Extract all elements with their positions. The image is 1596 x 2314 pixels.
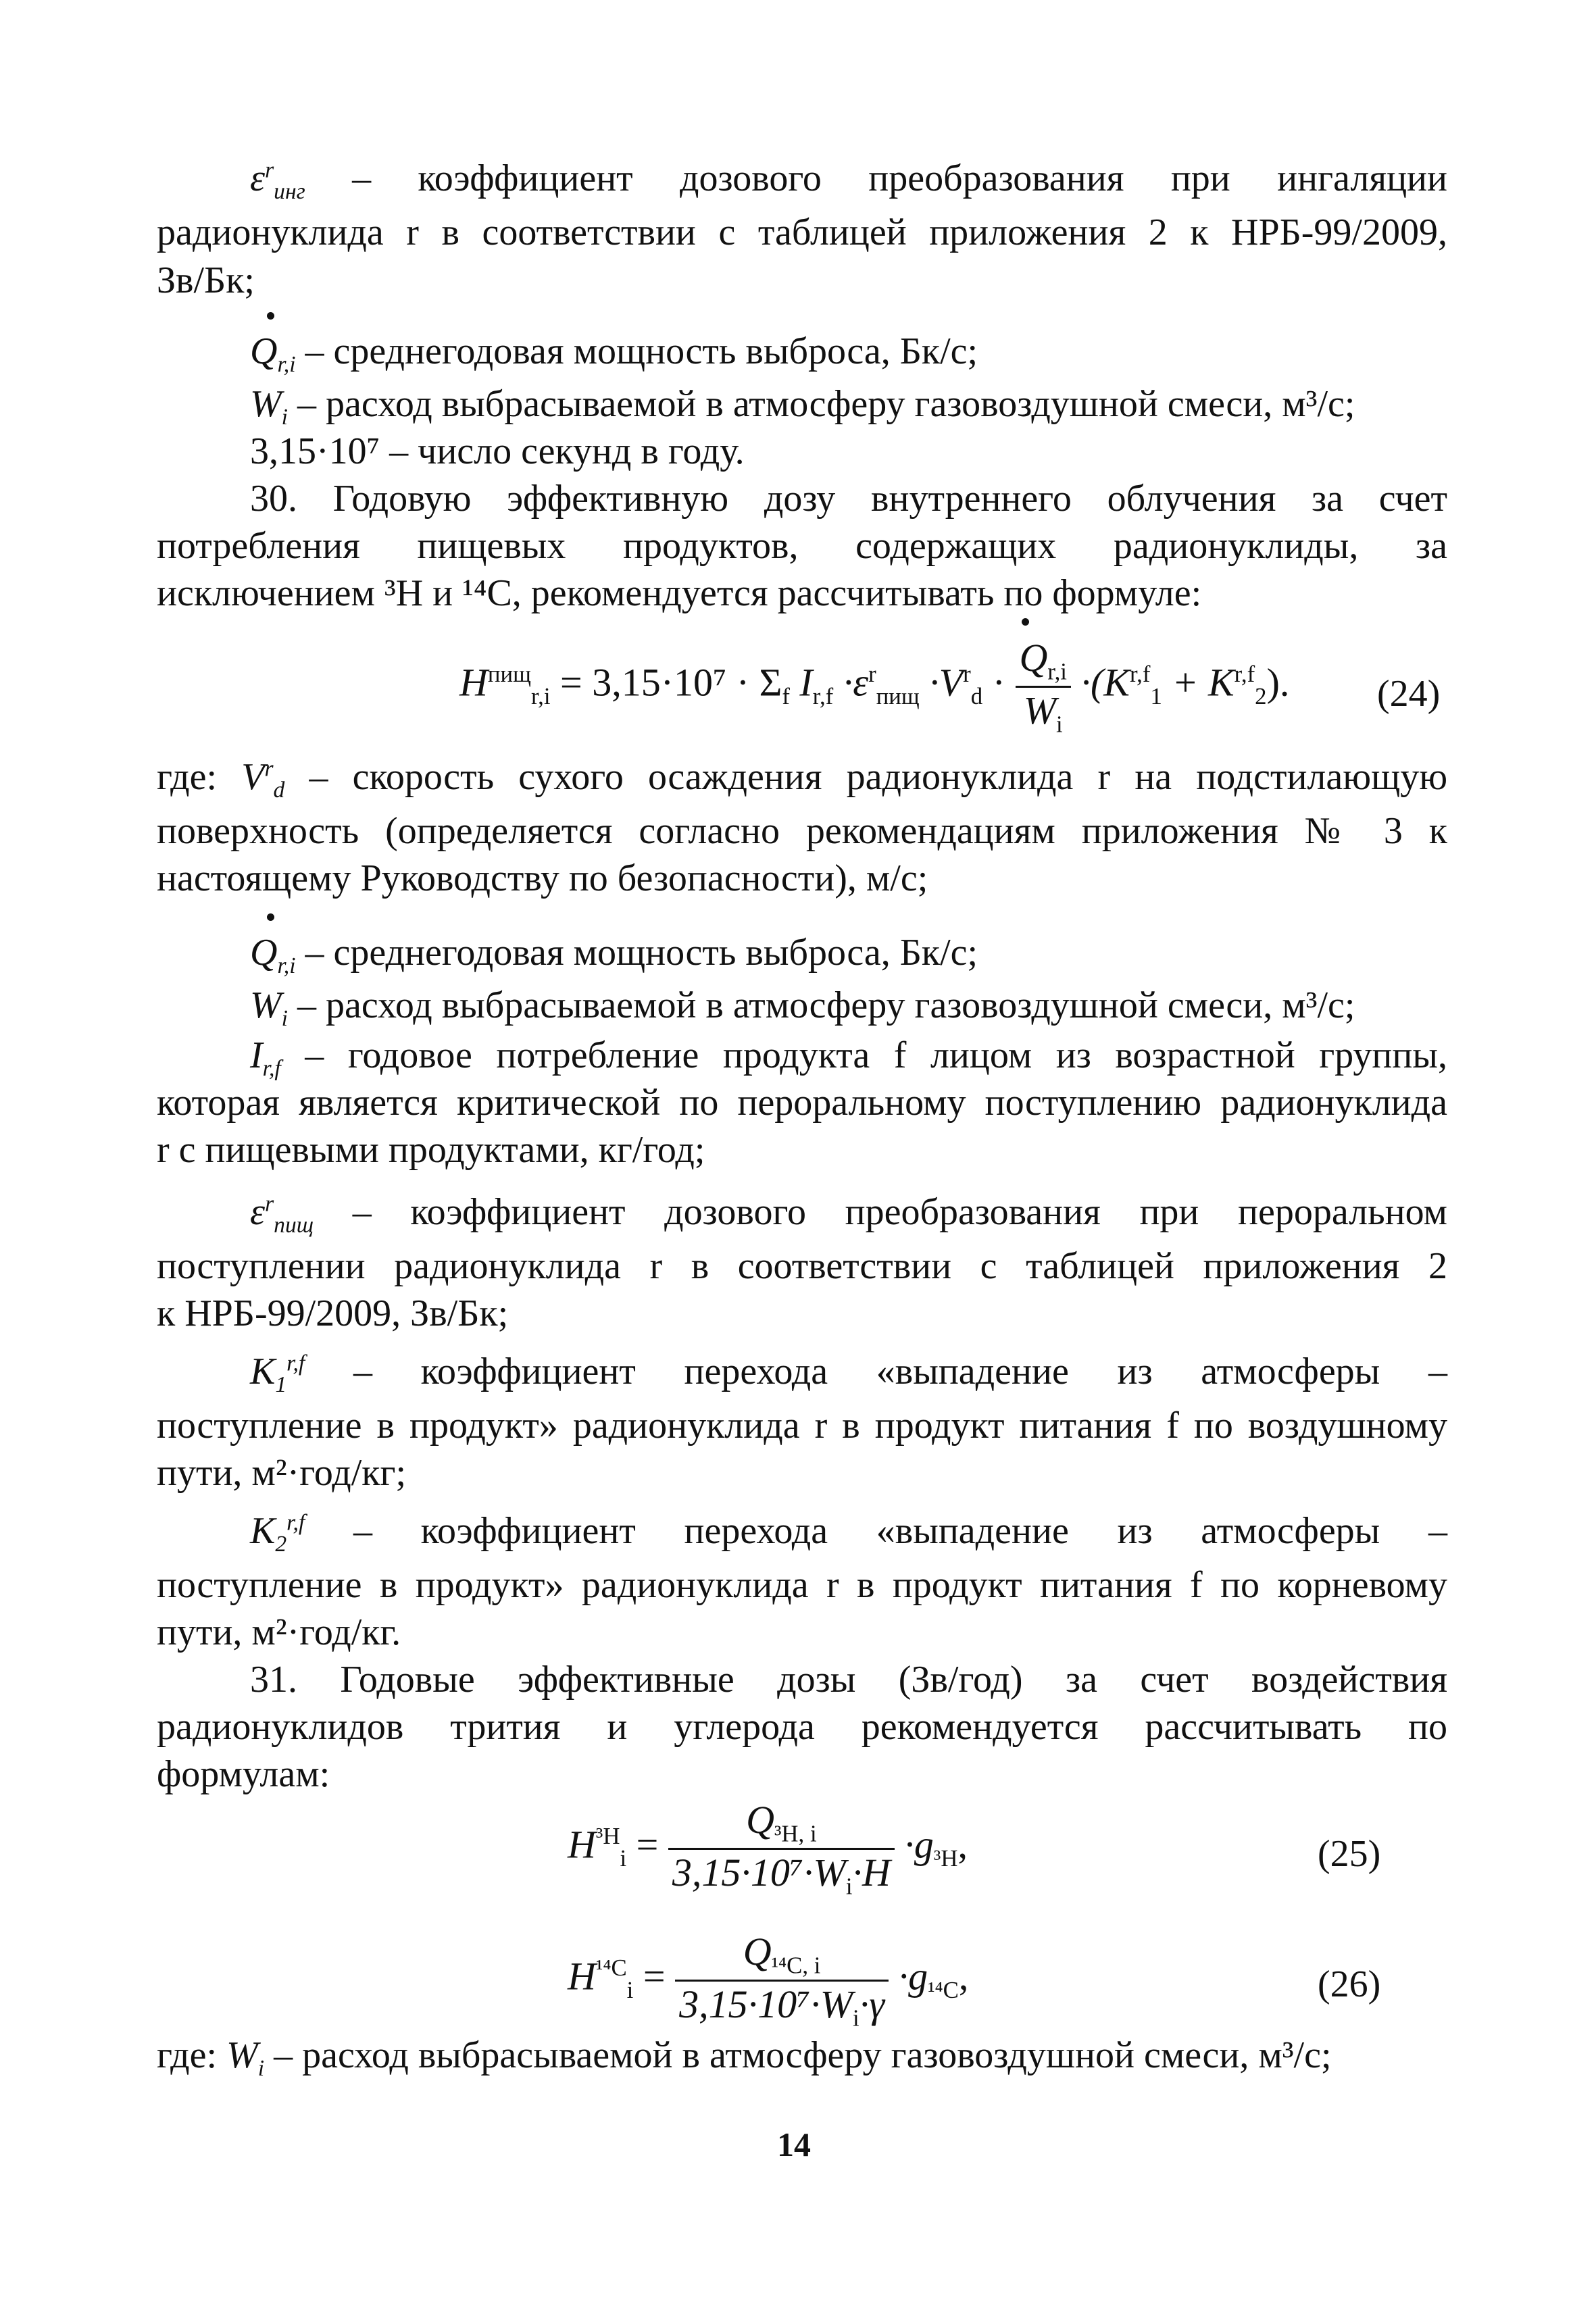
- text-line: 31. Годовые эффективные дозы (Зв/год) за счет воздействия: [250, 1659, 1447, 1701]
- symbol: $W_i$: [250, 984, 288, 1032]
- line-text: – коэффициент перехода «выпадение из атмосферы –: [353, 1351, 1447, 1392]
- text-line: к НРБ-99/2009, Зв/Бк;: [157, 1292, 509, 1334]
- text-line: [250, 1034, 1447, 1082]
- text-line: радионуклидов трития и углерода рекомендуется рассчитывать по: [157, 1706, 1447, 1748]
- text-line: потребления пищевых продуктов, содержащих радионуклиды, за: [157, 525, 1447, 567]
- symbol: $V^r_d$: [241, 756, 285, 803]
- equation-number: (25): [1318, 1833, 1381, 1875]
- text-line: радионуклида r в соответствии с таблицей приложения 2 к НРБ-99/2009,: [157, 211, 1447, 253]
- line-text: – скорость сухого осаждения радионуклида r на подстилающую: [309, 756, 1448, 798]
- line-text: – коэффициент перехода «выпадение из атмосферы –: [353, 1510, 1447, 1552]
- text-line: r с пищевыми продуктами, кг/год;: [157, 1129, 705, 1171]
- page-number: 14: [777, 2126, 811, 2163]
- symbol: $Q_{r,i}$: [250, 932, 296, 979]
- text-line: [250, 157, 1447, 205]
- text-line: [250, 931, 1447, 980]
- fraction: $\frac{Q_{^{14}C, i}}{3,15\cdot 10^7\cdot W_i\cdot\gamma}$: [675, 1929, 889, 2032]
- line-text: – среднегодовая мощность выброса, Бк/с;: [305, 932, 978, 974]
- symbol: $W_i$: [226, 2034, 265, 2082]
- dot-mark: [267, 312, 274, 320]
- line-text: – расход выбрасываемой в атмосферу газовоздушной смеси, м³/с;: [297, 383, 1355, 425]
- line-text: – среднегодовая мощность выброса, Бк/с;: [305, 330, 978, 372]
- text-line: поступлении радионуклида r в соответствии с таблицей приложения 2: [157, 1245, 1447, 1287]
- text-line: [250, 1350, 1447, 1399]
- line-text: – годовое потребление продукта f лицом из возрастной группы,: [305, 1034, 1447, 1076]
- text-line: [250, 330, 1447, 378]
- line-text: где:: [157, 2034, 218, 2076]
- fraction: $\frac{Q_{r,i}}{W_i}$: [1016, 635, 1071, 738]
- text-line: которая является критической по пероральному поступлению радионуклида: [157, 1082, 1447, 1124]
- symbol: $I_{r,f}$: [250, 1034, 281, 1082]
- dot-mark: [267, 913, 274, 921]
- text-line: настоящему Руководству по безопасности), м/с;: [157, 857, 928, 899]
- formula-26: $H^{^{14}C}_i$ = $\frac{Q_{^{14}C, i}}{3,15\cdot 10^7\cdot W_i\cdot\gamma}$ $\cdot g_{^{14}C}$,: [568, 1930, 969, 2032]
- text-line: [250, 1509, 1447, 1558]
- text-line: 30. Годовую эффективную дозу внутреннего облучения за счет: [250, 478, 1447, 520]
- symbol: $K_2^{r,f}$: [250, 1510, 305, 1557]
- fraction: $\frac{Q_{^3H, i}}{3,15\cdot 10^7\cdot W_i\cdot H}$: [668, 1797, 895, 1900]
- text-line: 3,15·10⁷ – число секунд в году.: [250, 430, 745, 472]
- text-line: поступление в продукт» радионуклида r в продукт питания f по воздушному: [157, 1405, 1447, 1447]
- text-line: формулам:: [157, 1753, 330, 1795]
- dot-mark: [1022, 618, 1029, 626]
- text-line: [250, 1190, 1447, 1239]
- symbol: $K_1^{r,f}$: [250, 1351, 305, 1398]
- equation-number: (24): [1377, 673, 1441, 715]
- text-line: исключением ³Н и ¹⁴С, рекомендуется рассчитывать по формуле:: [157, 572, 1202, 614]
- formula-25: $H^{^3H}_i$ = $\frac{Q_{^3H, i}}{3,15\cdot 10^7\cdot W_i\cdot H}$ $\cdot g_{^3H}$,: [568, 1798, 968, 1900]
- line-text: – коэффициент дозового преобразования при пероральном: [352, 1191, 1447, 1233]
- line-text: где:: [157, 756, 218, 798]
- formula-24: $H^{пищ}_{r,i} = 3,15\cdot 10^7 \cdot \Sigma_f$ $I_{r,f} \cdot\varepsilon^r_{пищ} \cdot V^r_d$ · $\frac{Q_{r,i}}{W_i}$ $\cdot(K^{r,f}_1 + K^{r,f}_2)$.: [459, 636, 1290, 738]
- text-line: пути, м²·год/кг.: [157, 1611, 401, 1653]
- equation-number: (26): [1318, 1963, 1381, 2005]
- text-line: Зв/Бк;: [157, 259, 255, 301]
- text-line: [250, 984, 1447, 1032]
- text-line: [250, 382, 1447, 431]
- line-text: – расход выбрасываемой в атмосферу газовоздушной смеси, м³/с;: [274, 2034, 1332, 2076]
- symbol: $\varepsilon^r_{пищ}$: [250, 1191, 314, 1238]
- symbol: $Q_{r,i}$: [250, 330, 296, 378]
- text-line: поверхность (определяется согласно рекомендациям приложения № 3 к: [157, 810, 1447, 852]
- line-text: – коэффициент дозового преобразования при ингаляции: [352, 157, 1447, 199]
- line-text: – расход выбрасываемой в атмосферу газовоздушной смеси, м³/с;: [297, 984, 1355, 1026]
- text-line: поступление в продукт» радионуклида r в продукт питания f по корневому: [157, 1564, 1447, 1606]
- symbol: $\varepsilon^r_{инг}$: [250, 157, 305, 205]
- text-line: [157, 755, 1447, 804]
- symbol: $W_i$: [250, 383, 288, 430]
- text-line: пути, м²·год/кг;: [157, 1452, 407, 1494]
- text-line: [157, 2034, 1447, 2082]
